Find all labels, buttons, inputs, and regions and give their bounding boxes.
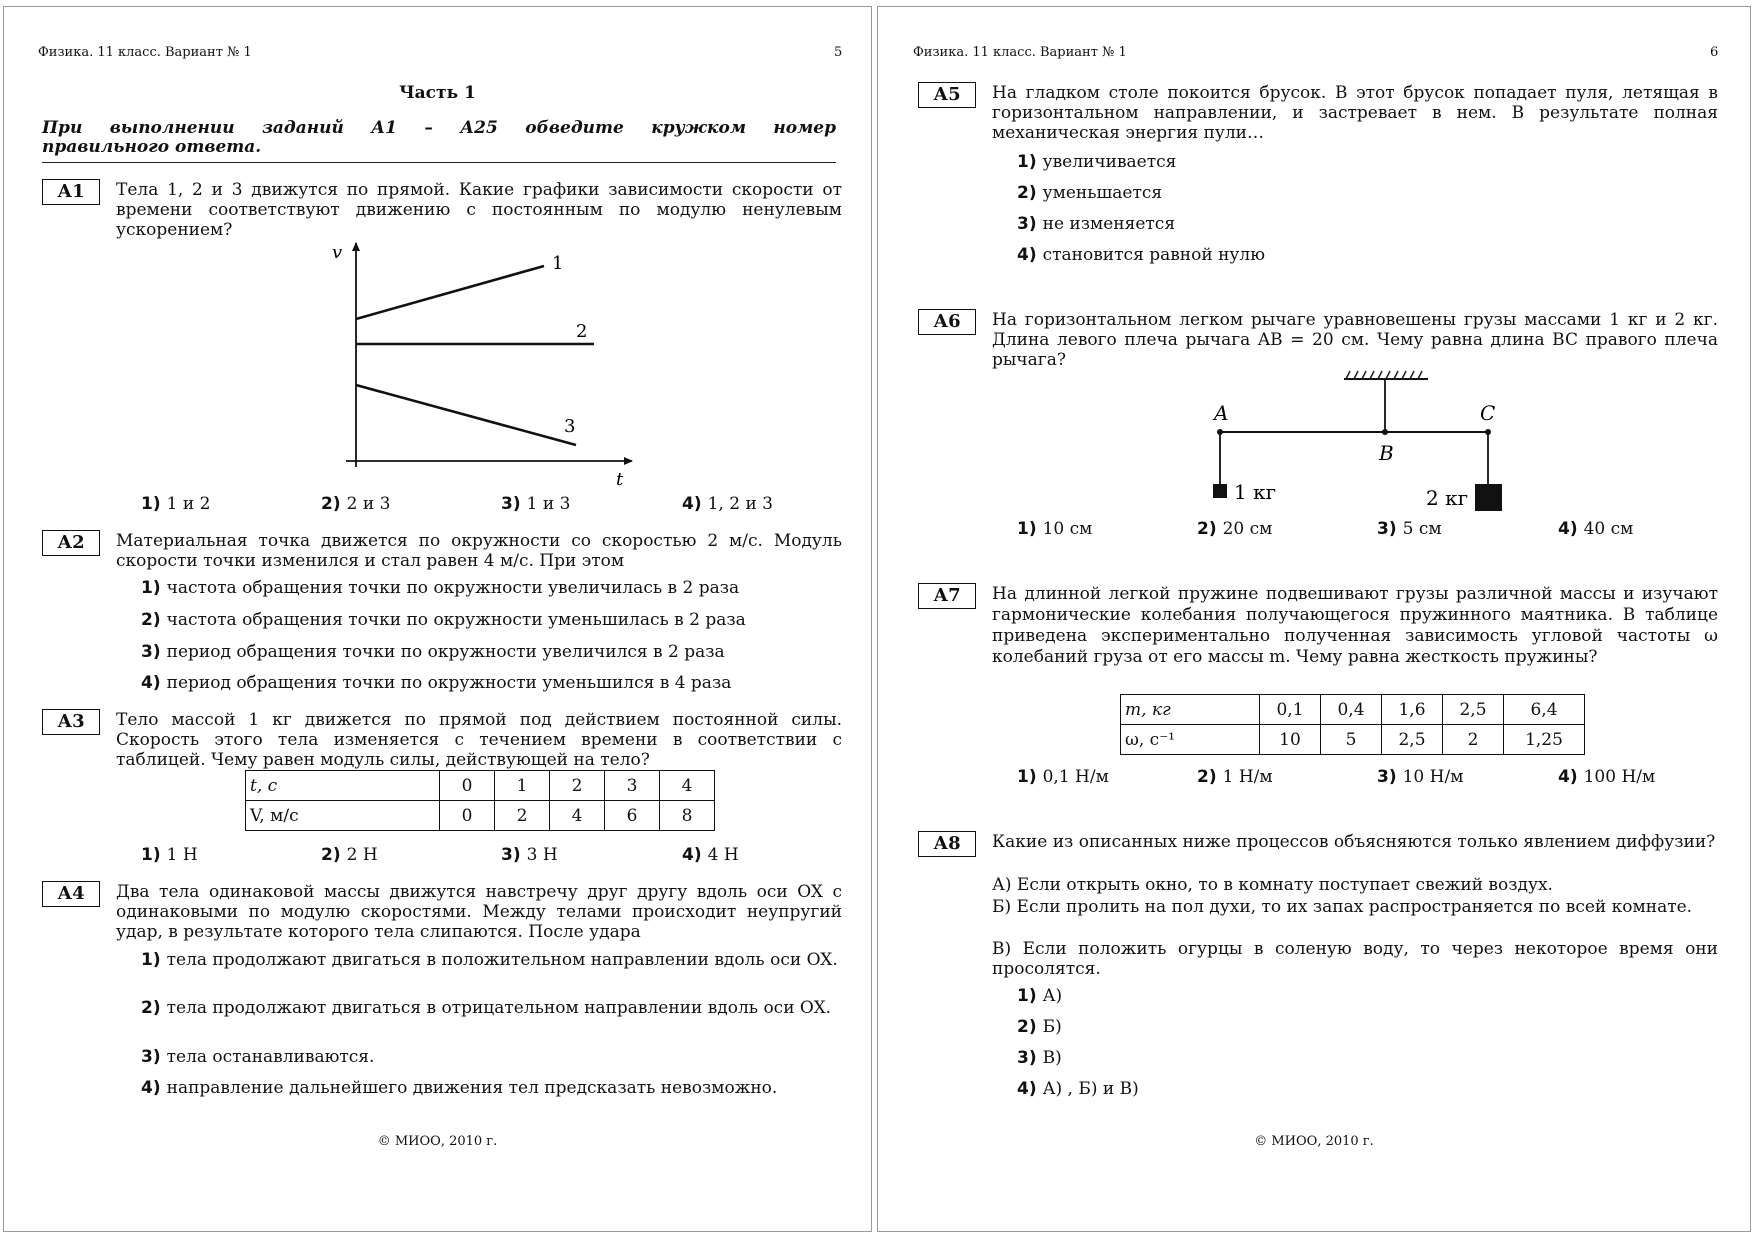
option-a8-3[interactable] — [1017, 1048, 1062, 1068]
option-text: А) — [1042, 986, 1063, 1006]
option-a4-2[interactable] — [141, 998, 841, 1018]
table-cell: 1,6 — [1382, 695, 1443, 725]
option-a6-4[interactable] — [1558, 519, 1633, 539]
option-text: 2 и 3 — [346, 494, 391, 514]
option-text: 1, 2 и 3 — [707, 494, 774, 514]
option-text: А) , Б) и В) — [1042, 1079, 1139, 1099]
table-header-cell: ω, с⁻¹ — [1121, 725, 1260, 755]
option-number: 2) — [141, 998, 161, 1018]
question-text-a4: Два тела одинаковой массы движутся навстречу друг другу вдоль оси OX с одинаковыми по модулю скоростями. Между телами происходит неупругий удар, в результате которого тела слипаются. После удара — [116, 882, 842, 942]
option-a1-4[interactable] — [682, 494, 773, 514]
option-number: 1) — [141, 950, 161, 970]
option-text: 3 Н — [526, 845, 558, 865]
question-text-a7: На длинной легкой пружине подвешивают грузы различной массы и изучают гармонические колебания получающегося пружинного маятника. В таблице приведена экспериментально полученная зависимость угловой частоты ω колебаний груза от его массы m. Чему равна жесткость пружины? — [992, 584, 1718, 667]
option-text: 10 Н/м — [1402, 767, 1464, 787]
option-a2-3[interactable] — [141, 642, 725, 662]
table-cell: 8 — [660, 801, 715, 831]
option-a2-4[interactable] — [141, 673, 731, 693]
instruction-line-2: правильного ответа. — [42, 137, 262, 157]
option-a8-4[interactable] — [1017, 1079, 1139, 1099]
option-text: 1 Н — [166, 845, 198, 865]
option-a7-2[interactable] — [1197, 767, 1273, 787]
option-text: тела останавливаются. — [166, 1047, 375, 1067]
option-a7-3[interactable] — [1377, 767, 1463, 787]
y-axis-label: v — [332, 242, 343, 263]
table-cell: 4 — [660, 771, 715, 801]
table-cell: 10 — [1260, 725, 1321, 755]
option-a5-1[interactable] — [1017, 152, 1176, 172]
table-header-cell: t, с — [246, 771, 440, 801]
statement-a: А) Если открыть окно, то в комнату поступает свежий воздух. — [992, 875, 1553, 895]
part-title: Часть 1 — [399, 83, 476, 103]
table-cell: 3 — [605, 771, 660, 801]
option-a3-1[interactable] — [141, 845, 198, 865]
table-header-cell: V, м/с — [246, 801, 440, 831]
data-table-a3 — [245, 770, 715, 831]
option-text: 1 Н/м — [1222, 767, 1273, 787]
question-label-a3: А3 — [42, 709, 100, 735]
option-number: 4) — [1017, 1079, 1037, 1099]
question-text-a2: Материальная точка движется по окружности со скоростью 2 м/с. Модуль скорости точки изменился и стал равен 4 м/с. При этом — [116, 531, 842, 571]
option-text: 40 см — [1583, 519, 1634, 539]
page-header: Физика. 11 класс. Вариант № 1 — [913, 45, 1127, 60]
weight-1kg — [1213, 484, 1227, 498]
option-a6-3[interactable] — [1377, 519, 1442, 539]
question-label-a1: А1 — [42, 179, 100, 205]
option-number: 3) — [1377, 767, 1397, 787]
option-text: 10 см — [1042, 519, 1093, 539]
table-cell: 5 — [1321, 725, 1382, 755]
option-text: 5 см — [1402, 519, 1442, 539]
option-text: не изменяется — [1042, 214, 1176, 234]
option-number: 2) — [1017, 1017, 1037, 1037]
option-a5-3[interactable] — [1017, 214, 1175, 234]
option-a3-3[interactable] — [501, 845, 558, 865]
option-text: частота обращения точки по окружности увеличилась в 2 раза — [166, 578, 740, 598]
option-number: 4) — [682, 845, 702, 865]
option-text: 100 Н/м — [1583, 767, 1656, 787]
option-a6-2[interactable] — [1197, 519, 1272, 539]
page-footer: © МИОО, 2010 г. — [1254, 1134, 1374, 1149]
graph-line-3 — [356, 385, 576, 445]
table-cell: 0,1 — [1260, 695, 1321, 725]
table-cell: 0,4 — [1321, 695, 1382, 725]
page-header: Физика. 11 класс. Вариант № 1 — [38, 45, 252, 60]
table-cell: 1 — [495, 771, 550, 801]
table-cell: 2,5 — [1443, 695, 1504, 725]
option-number: 2) — [141, 610, 161, 630]
option-text: становится равной нулю — [1042, 245, 1266, 265]
option-number: 2) — [1197, 767, 1217, 787]
option-text: 1 и 3 — [526, 494, 571, 514]
instruction-line-1: При выполнении заданий А1 – А25 обведите кружком номер — [42, 118, 836, 138]
option-text: Б) — [1042, 1017, 1062, 1037]
line-3-label: 3 — [564, 416, 576, 437]
graph-line-1 — [356, 266, 544, 319]
option-number: 2) — [1197, 519, 1217, 539]
option-text: уменьшается — [1042, 183, 1163, 203]
option-a1-1[interactable] — [141, 494, 210, 514]
option-text: частота обращения точки по окружности уменьшилась в 2 раза — [166, 610, 746, 630]
lever-diagram — [1178, 367, 1508, 517]
option-number: 1) — [141, 578, 161, 598]
question-label-a6: А6 — [918, 309, 976, 335]
option-text: 1 и 2 — [166, 494, 211, 514]
ceiling-hatch — [1346, 371, 1422, 379]
table-cell: 4 — [550, 801, 605, 831]
option-number: 3) — [1017, 1048, 1037, 1068]
left-page — [3, 6, 872, 1232]
table-cell: 1,25 — [1504, 725, 1585, 755]
option-number: 3) — [1017, 214, 1037, 234]
option-number: 3) — [501, 494, 521, 514]
option-text: период обращения точки по окружности уменьшился в 4 раза — [166, 673, 732, 693]
option-number: 1) — [141, 494, 161, 514]
divider — [42, 162, 836, 163]
question-label-a7: А7 — [918, 583, 976, 609]
option-number: 1) — [1017, 519, 1037, 539]
page-number: 5 — [834, 45, 843, 60]
right-page — [877, 6, 1751, 1232]
question-label-a4: А4 — [42, 881, 100, 907]
option-a8-2[interactable] — [1017, 1017, 1062, 1037]
line-2-label: 2 — [576, 321, 588, 342]
option-number: 3) — [1377, 519, 1397, 539]
question-label-a2: А2 — [42, 530, 100, 556]
option-number: 3) — [141, 642, 161, 662]
question-text-a6: На горизонтальном легком рычаге уравновешены грузы массами 1 кг и 2 кг. Длина левого плеча рычага AB = 20 см. Чему равна длина BC правого плеча рычага? — [992, 310, 1718, 370]
option-a8-1[interactable] — [1017, 986, 1062, 1006]
statement-c: В) Если положить огурцы в соленую воду, то через некоторое время они просолятся. — [992, 939, 1718, 979]
option-text: увеличивается — [1042, 152, 1177, 172]
option-a4-3[interactable] — [141, 1047, 374, 1067]
option-number: 4) — [141, 1078, 161, 1098]
label-c: C — [1480, 401, 1496, 425]
question-text-a8: Какие из описанных ниже процессов объясняются только явлением диффузии? — [992, 832, 1716, 852]
instruction — [42, 119, 836, 157]
line-1-label: 1 — [552, 253, 564, 274]
option-text: период обращения точки по окружности увеличился в 2 раза — [166, 642, 725, 662]
page-footer: © МИОО, 2010 г. — [377, 1134, 498, 1149]
question-text-a1: Тела 1, 2 и 3 движутся по прямой. Какие графики зависимости скорости от времени соответствуют движению с постоянным по модулю ненулевым ускорением? — [116, 180, 842, 240]
table-cell: 2 — [495, 801, 550, 831]
option-text: 2 Н — [346, 845, 378, 865]
option-number: 3) — [501, 845, 521, 865]
table-cell: 2 — [1443, 725, 1504, 755]
label-a: A — [1214, 401, 1229, 425]
question-text-a3: Тело массой 1 кг движется по прямой под действием постоянной силы. Скорость этого тела изменяется с течением времени в соответствии с таблицей. Чему равен модуль силы, действующей на тело? — [116, 710, 842, 770]
option-a6-1[interactable] — [1017, 519, 1092, 539]
option-number: 2) — [321, 494, 341, 514]
option-a3-2[interactable] — [321, 845, 378, 865]
label-b: B — [1379, 441, 1394, 465]
data-table-a7 — [1120, 694, 1585, 755]
option-number: 4) — [1017, 245, 1037, 265]
page-number: 6 — [1710, 45, 1719, 60]
option-number: 3) — [141, 1047, 161, 1067]
option-a1-3[interactable] — [501, 494, 570, 514]
label-mass-1: 1 кг — [1234, 480, 1277, 504]
table-cell: 2,5 — [1382, 725, 1443, 755]
question-text-a5: На гладком столе покоится брусок. В этот брусок попадает пуля, летящая в горизонтальном направлении, и застревает в нем. В результате полная механическая энергия пули… — [992, 83, 1718, 143]
option-a4-4[interactable] — [141, 1078, 777, 1098]
option-a7-4[interactable] — [1558, 767, 1655, 787]
table-cell: 6 — [605, 801, 660, 831]
table-row — [1121, 725, 1585, 755]
option-text: тела продолжают двигаться в положительном направлении вдоль оси OX. — [166, 950, 838, 970]
option-a5-4[interactable] — [1017, 245, 1265, 265]
option-a3-4[interactable] — [682, 845, 739, 865]
option-a2-2[interactable] — [141, 610, 746, 630]
option-text: 0,1 Н/м — [1042, 767, 1109, 787]
option-a4-1[interactable] — [141, 950, 841, 970]
option-number: 4) — [141, 673, 161, 693]
table-header-cell: m, кг — [1121, 695, 1260, 725]
table-cell: 0 — [440, 801, 495, 831]
option-number: 4) — [1558, 767, 1578, 787]
table-cell: 6,4 — [1504, 695, 1585, 725]
option-number: 4) — [1558, 519, 1578, 539]
label-mass-2: 2 кг — [1426, 486, 1469, 510]
velocity-time-graph — [314, 235, 644, 490]
question-label-a5: А5 — [918, 82, 976, 108]
weight-2kg — [1475, 484, 1502, 511]
table-row — [246, 801, 715, 831]
option-number: 4) — [682, 494, 702, 514]
option-text: тела продолжают двигаться в отрицательном направлении вдоль оси OX. — [166, 998, 832, 1018]
table-row — [1121, 695, 1585, 725]
option-number: 2) — [1017, 183, 1037, 203]
option-a7-1[interactable] — [1017, 767, 1109, 787]
option-number: 1) — [141, 845, 161, 865]
option-text: 20 см — [1222, 519, 1273, 539]
point-b — [1382, 429, 1388, 435]
option-number: 1) — [1017, 986, 1037, 1006]
x-axis-label: t — [616, 469, 624, 490]
option-a5-2[interactable] — [1017, 183, 1162, 203]
option-text: направление дальнейшего движения тел предсказать невозможно. — [166, 1078, 778, 1098]
option-number: 1) — [1017, 767, 1037, 787]
option-number: 2) — [321, 845, 341, 865]
statement-b: Б) Если пролить на пол духи, то их запах распространяется по всей комнате. — [992, 897, 1693, 917]
table-cell: 2 — [550, 771, 605, 801]
table-row — [246, 771, 715, 801]
option-text: 4 Н — [707, 845, 739, 865]
option-text: В) — [1042, 1048, 1062, 1068]
table-cell: 0 — [440, 771, 495, 801]
question-label-a8: А8 — [918, 831, 976, 857]
option-number: 1) — [1017, 152, 1037, 172]
option-a1-2[interactable] — [321, 494, 390, 514]
option-a2-1[interactable] — [141, 578, 739, 598]
